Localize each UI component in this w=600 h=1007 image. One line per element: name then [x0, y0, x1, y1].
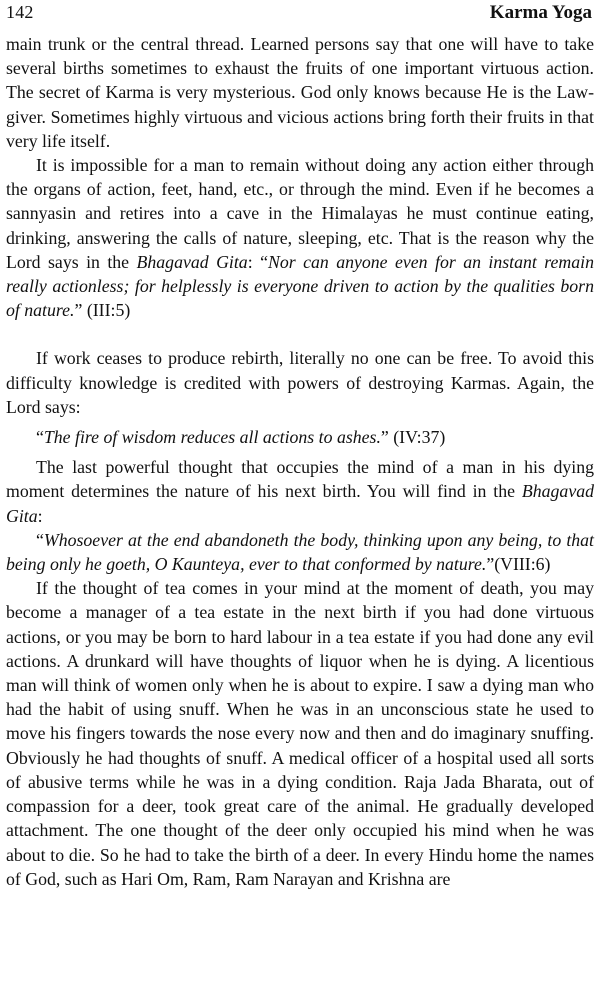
paragraph-2-text: It is impossible for a man to remain without doing any action either through the organs of action, feet, hand, etc., or through the mind. Even if he becomes a sannyasin and retires into a cave in the Himalayas he must continue eating, drinking, answering the calls of nature, sleeping, etc. That is the reason why the Lord says in the: [6, 155, 594, 272]
paragraph-3: [6, 346, 594, 419]
quote-open: “: [36, 529, 44, 550]
page-body: [6, 32, 594, 891]
verse-ref-viii-6: ”(VIII:6): [486, 554, 551, 575]
paragraph-3-text: If work ceases to produce rebirth, literally no one can be free. To avoid this difficulty knowledge is credited with powers of destroying Karmas. Again, the Lord says:: [6, 348, 594, 417]
paragraph-7-text: If the thought of tea comes in your mind at the moment of death, you may become a manager of a tea estate in the next birth if you had done virtuous actions, or you may be born to hard labour in a tea estate if you had done any evil actions. A drunkard will have thoughts of liquor when he is dying. A licentious man will think of women only when he is about to expire. I saw a dying man who had the habit of using snuff. When he was in an unconscious state he used to move his fingers towards the nose every now and then and do imaginary snuffing. Obviously he had thoughts of snuff. A medical officer of a hospital used all sorts of abusive terms while he was in a dying condition. Raja Jada Bharata, out of compassion for a deer, took great care of the animal. He gradually developed attachment. The one thought of the deer only occupied his mind when he was about to die. So he had to take the birth of a deer. In every Hindu home the names of God, such as Hari Om, Ram, Ram Narayan and Krishna are: [6, 578, 594, 889]
paragraph-5-text: The last powerful thought that occupies the mind of a man in his dying moment determines the nature of his next birth. You will find in the: [6, 457, 594, 502]
paragraph-7: [6, 576, 594, 891]
paragraph-4-quote: [6, 425, 594, 449]
page-number: 142: [6, 2, 34, 22]
gita-quote-viii-6: Whosoever at the end abandoneth the body, thinking upon any being, to that being only he goeth, O Kaunteya, ever to that conformed by nature.: [6, 529, 594, 575]
paragraph-2-colon: : “: [247, 251, 268, 272]
paragraph-2: [6, 153, 594, 322]
running-title: Karma Yoga: [489, 2, 592, 23]
book-title: Bhagavad Gita: [6, 481, 594, 526]
verse-ref-iii-5: ” (III:5): [74, 300, 131, 321]
quote-open: “: [36, 427, 44, 448]
verse-ref-iv-37: ” (IV:37): [380, 427, 446, 448]
book-title: Bhagavad Gita: [136, 251, 248, 272]
paragraph-1-text: main trunk or the central thread. Learned persons say that one will have to take several births sometimes to exhaust the fruits of one important virtuous action. The secret of Karma is very mysterious. God only knows because He is the Law-giver. Sometimes highly virtuous and vicious actions bring forth their fruits in that very life itself.: [6, 34, 594, 151]
gita-quote-iii-5: Nor can anyone even for an instant remain really actionless; for helplessly is everyone driven to action by the qualities born of nature.: [6, 251, 594, 321]
paragraph-5-colon: :: [37, 505, 43, 526]
paragraph-6-quote: [6, 528, 594, 576]
paragraph-1: [6, 32, 594, 153]
gita-quote-iv-37: The fire of wisdom reduces all actions to ashes.: [43, 427, 381, 448]
paragraph-5: [6, 455, 594, 528]
page-header: [6, 0, 594, 32]
